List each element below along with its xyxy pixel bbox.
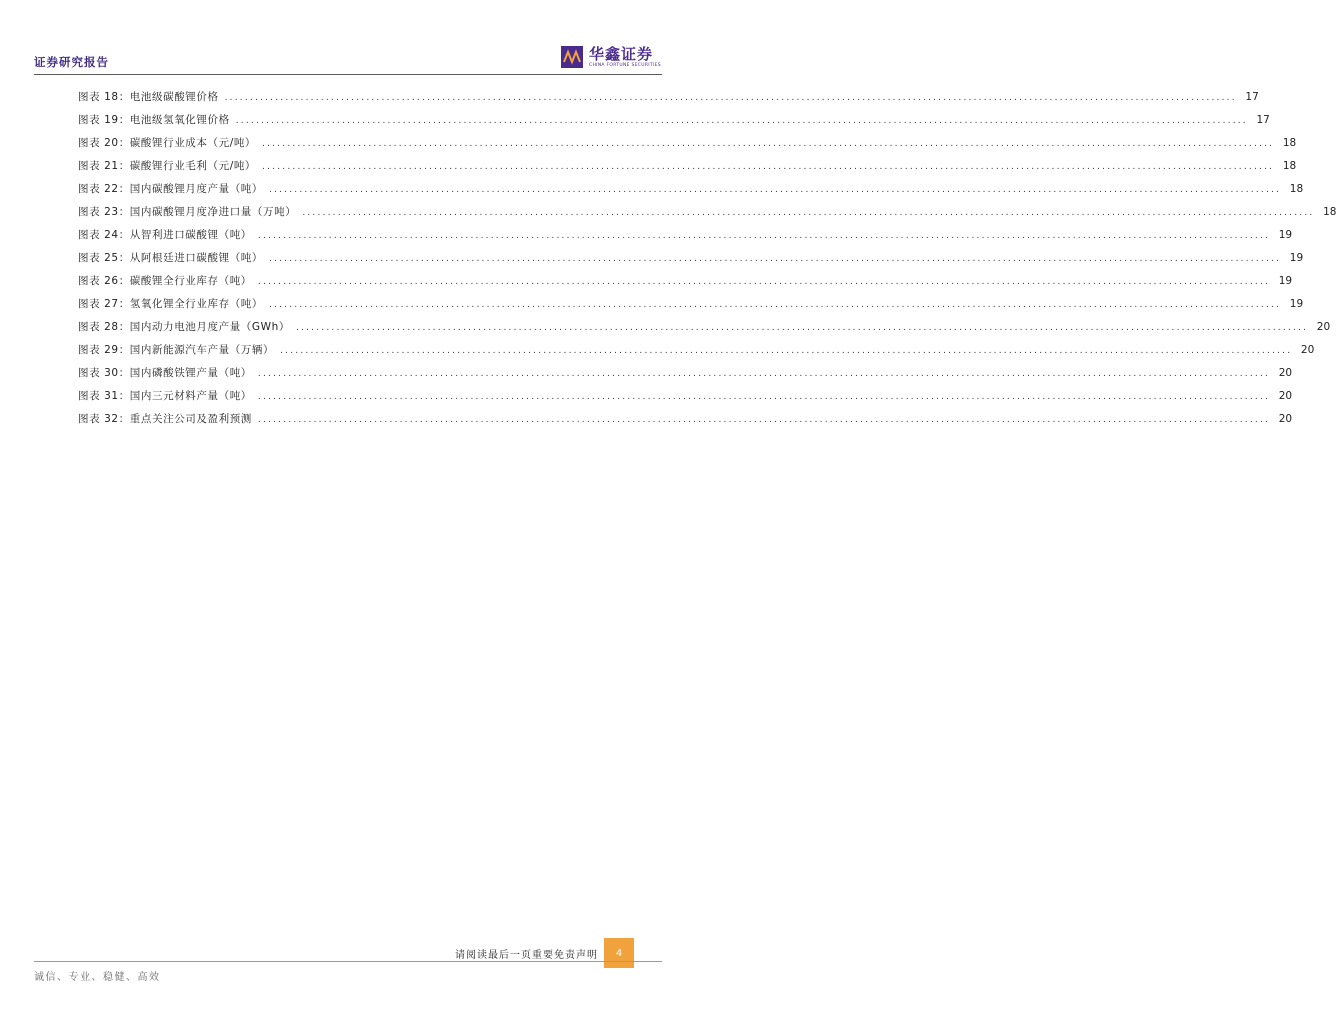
toc-entry-label: 图表 32：重点关注公司及盈利预测 [78,413,252,425]
dot-leader: ........................................................................................................................................................................................................ [257,369,1271,379]
toc-entry-label: 图表 19：电池级氢氧化锂价格 [78,114,230,126]
toc-entry-page: 19 [1278,229,1293,241]
toc-entry[interactable] [78,181,1304,204]
toc-entry[interactable] [78,227,1293,250]
toc-entry-page: 17 [1256,114,1270,126]
dot-leader: ........................................................................................................................................................................................................ [257,392,1271,402]
toc-entry[interactable] [78,158,1297,181]
company-motto: 诚信、专业、稳健、高效 [34,972,161,983]
company-logo [561,46,661,72]
toc-entry[interactable] [78,273,1293,296]
footer-divider [34,961,662,962]
toc-entry[interactable] [78,250,1304,273]
dot-leader: ........................................................................................................................................................................................................ [235,116,1248,126]
toc-entry[interactable] [78,296,1304,319]
toc-entry-page: 18 [1323,206,1336,218]
toc-entry[interactable] [78,342,1315,365]
page-number-badge: 4 [604,938,634,968]
toc-entry-label: 图表 31：国内三元材料产量（吨） [78,390,252,402]
dot-leader: ........................................................................................................................................................................................................ [257,231,1271,241]
dot-leader: ........................................................................................................................................................................................................ [269,254,1282,264]
toc-entry[interactable] [78,411,1293,434]
toc-entry[interactable] [78,204,1336,227]
toc-entry-page: 19 [1289,298,1304,310]
toc-entry-page: 20 [1316,321,1331,333]
dot-leader: ........................................................................................................................................................................................................ [257,415,1271,425]
dot-leader: ........................................................................................................................................................................................................ [257,277,1271,287]
toc-entry-page: 18 [1289,183,1304,195]
toc-entry[interactable] [78,388,1293,411]
toc-entry[interactable] [78,112,1270,135]
disclaimer-note: 请阅读最后一页重要免责声明 [455,950,598,961]
toc-entry[interactable] [78,319,1331,342]
toc-entry-label: 图表 24：从智利进口碳酸锂（吨） [78,229,252,241]
logo-icon [561,46,583,68]
toc-entry-label: 图表 26：碳酸锂全行业库存（吨） [78,275,252,287]
dot-leader: ........................................................................................................................................................................................................ [262,139,1275,149]
toc-entry[interactable] [78,135,1297,158]
toc-entry-page: 20 [1278,367,1293,379]
toc-entry-page: 20 [1278,390,1293,402]
toc-entry-page: 19 [1289,252,1304,264]
toc-entry-label: 图表 23：国内碳酸锂月度净进口量（万吨） [78,206,297,218]
toc-entry-page: 19 [1278,275,1293,287]
toc-entry[interactable] [78,89,1259,112]
dot-leader: ........................................................................................................................................................................................................ [269,185,1282,195]
dot-leader: ........................................................................................................................................................................................................ [302,208,1315,218]
dot-leader: ........................................................................................................................................................................................................ [280,346,1293,356]
toc-entry-label: 图表 18：电池级碳酸锂价格 [78,91,219,103]
toc-entry-page: 17 [1245,91,1259,103]
dot-leader: ........................................................................................................................................................................................................ [269,300,1282,310]
toc-entry[interactable] [78,365,1293,388]
toc-entry-label: 图表 28：国内动力电池月度产量（GWh） [78,321,290,333]
toc-entry-label: 图表 20：碳酸锂行业成本（元/吨） [78,137,257,149]
table-of-figures [78,89,1336,434]
toc-entry-page: 20 [1278,413,1293,425]
toc-entry-label: 图表 22：国内碳酸锂月度产量（吨） [78,183,263,195]
report-type-title: 证券研究报告 [34,55,109,69]
logo-name-en: CHINA FORTUNE SECURITIES [589,63,661,68]
toc-entry-label: 图表 25：从阿根廷进口碳酸锂（吨） [78,252,263,264]
toc-entry-label: 图表 29：国内新能源汽车产量（万辆） [78,344,275,356]
dot-leader: ........................................................................................................................................................................................................ [262,162,1275,172]
toc-entry-label: 图表 21：碳酸锂行业毛利（元/吨） [78,160,257,172]
toc-entry-page: 20 [1300,344,1315,356]
dot-leader: ........................................................................................................................................................................................................ [224,93,1237,103]
toc-entry-label: 图表 27：氢氧化锂全行业库存（吨） [78,298,263,310]
toc-entry-label: 图表 30：国内磷酸铁锂产量（吨） [78,367,252,379]
header-divider [34,74,662,75]
toc-entry-page: 18 [1282,137,1297,149]
dot-leader: ........................................................................................................................................................................................................ [295,323,1309,333]
toc-entry-page: 18 [1282,160,1297,172]
logo-name-cn: 华鑫证券 [589,45,654,63]
